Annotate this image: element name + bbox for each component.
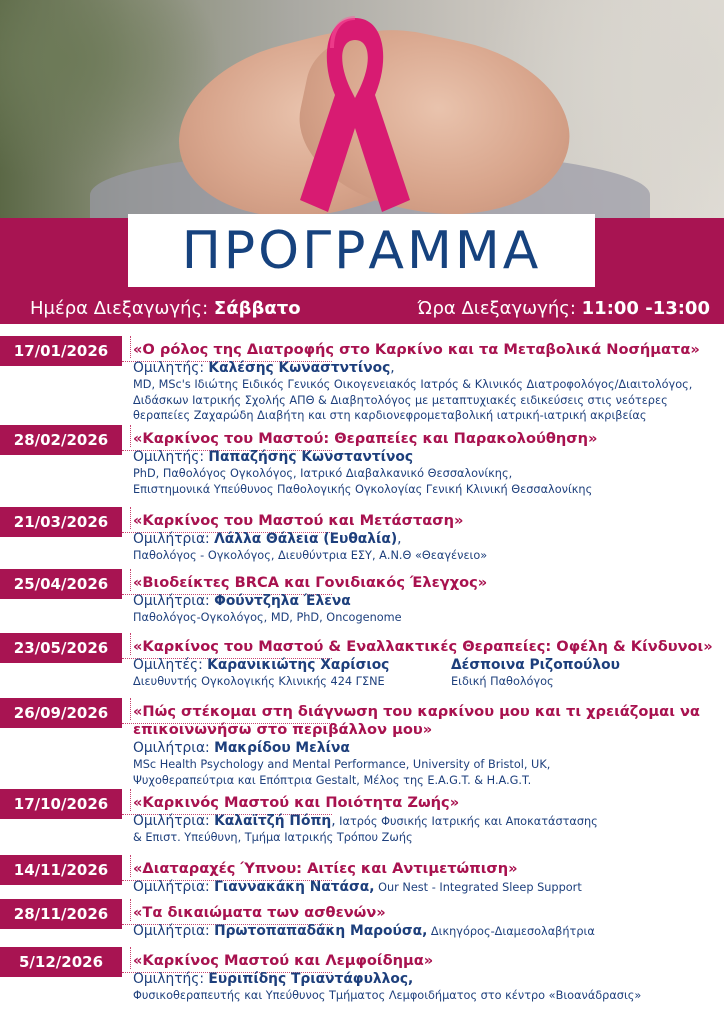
divider xyxy=(130,507,131,529)
talk-title: επικοινωνήσω στο περιβάλλον μου» xyxy=(133,721,433,738)
speaker-label: Ομιλήτρια: xyxy=(133,740,210,756)
time-info xyxy=(418,298,710,319)
speaker-line xyxy=(133,592,718,610)
header-photo xyxy=(0,0,724,218)
affiliation: Παθολόγος-Ογκολόγος, MD, PhD, Oncogenome xyxy=(133,611,402,624)
date-badge: 5/12/2026 xyxy=(0,947,122,977)
speaker-label: Ομιλητές: xyxy=(133,657,203,673)
date-badge: 25/04/2026 xyxy=(0,569,122,599)
entry-content xyxy=(133,794,718,846)
date-badge: 17/10/2026 xyxy=(0,789,122,819)
divider xyxy=(130,425,131,447)
speaker-label: Ομιλητής: xyxy=(133,971,205,987)
affiliation: Φυσικοθεραπευτής και Υπεύθυνος Τμήματος Λεμφοιδήματος στο κέντρο «Βιοανάδρασις» xyxy=(133,989,642,1002)
speaker-name: Φούντζηλα Έλενα xyxy=(214,593,351,609)
speaker-name: Δέσποινα Ριζοπούλου xyxy=(451,657,620,673)
affiliation: θεραπείες Ζαχαρώδη Διαβήτη και στη καρδιονεφρομεταβολική ιατρική-ιατρική ακριβείας xyxy=(133,409,647,422)
speaker-line: Ομιλήτρια: Γιαννακάκη Νατάσα, Our Nest - Integrated Sleep Support xyxy=(133,879,582,895)
speaker-a xyxy=(133,656,451,690)
speaker-label: Ομιλήτρια: xyxy=(133,531,210,547)
affiliation: Ειδική Παθολόγος xyxy=(451,675,554,688)
date-badge: 26/09/2026 xyxy=(0,698,122,728)
speaker-label: Ομιλήτρια: xyxy=(133,593,210,609)
divider xyxy=(130,855,131,877)
speaker-name: Καλαϊτζή Πόπη xyxy=(214,813,332,829)
affiliation: Διευθυντής Ογκολογικής Κλινικής 424 ΓΣΝΕ xyxy=(133,675,385,688)
entry-content xyxy=(133,512,718,564)
page-title: ΠΡΟΓΡΑΜΜΑ xyxy=(181,220,542,281)
entry-content xyxy=(133,860,718,896)
date-badge: 21/03/2026 xyxy=(0,507,122,537)
entry-content xyxy=(133,904,718,940)
talk-title: «Ο ρόλος της Διατροφής στο Καρκίνο και τα Μεταβολικά Νοσήματα» xyxy=(133,341,700,358)
time-value: 11:00 -13:00 xyxy=(581,298,710,319)
date-badge: 23/05/2026 xyxy=(0,633,122,663)
day-info xyxy=(30,298,301,319)
entry-content xyxy=(133,430,718,497)
speaker-name: Καλέσης Κωναστντίνος xyxy=(208,360,391,376)
speaker-label: Ομιλήτρια: xyxy=(133,923,210,939)
divider xyxy=(130,789,131,811)
speaker-name: Καρανικιώτης Χαρίσιος xyxy=(207,657,390,673)
speaker-label: Ομιλητής: xyxy=(133,360,205,376)
speaker-name: Λάλλα Θάλεια (Ευθαλία) xyxy=(214,531,398,547)
speaker-line xyxy=(451,656,620,674)
talk-title: «Τα δικαιώματα των ασθενών» xyxy=(133,904,386,921)
speaker-line: Ομιλητής: Ευριπίδης Τριαντάφυλλος, xyxy=(133,971,414,987)
entry-content xyxy=(133,341,718,424)
affiliation: Επιστημονικά Υπεύθυνος Παθολογικής Ογκολογίας Γενική Κλινική Θεσσαλονίκης xyxy=(133,482,593,496)
date-badge: 28/02/2026 xyxy=(0,425,122,455)
speaker-line: Ομιλήτρια: Πρωτοπαπαδάκη Μαρούσα, Δικηγόρος-Διαμεσολαβήτρια xyxy=(133,923,595,939)
affiliation: Our Nest - Integrated Sleep Support xyxy=(374,881,582,894)
day-label: Ημέρα Διεξαγωγής: xyxy=(30,298,209,319)
day-value: Σάββατο xyxy=(213,298,301,319)
pink-ribbon-icon xyxy=(280,0,430,215)
affiliation: Ψυχοθεραπεύτρια και Επόπτρια Gestalt, Μέλος της E.A.G.T. & H.A.G.T. xyxy=(133,773,532,787)
entry-content xyxy=(133,703,718,788)
speaker-line: Ομιλήτρια: Λάλλα Θάλεια (Ευθαλία), xyxy=(133,531,402,547)
title-box xyxy=(128,214,595,287)
speaker-label: Ομιλήτρια: xyxy=(133,879,210,895)
affiliation: MD, MSc's Ιδιώτης Ειδικός Γενικός Οικογενειακός Ιατρός & Κλινικός Διατροφολόγος/Διαιτολόγος, xyxy=(133,378,693,391)
affiliation: Δικηγόρος-Διαμεσολαβήτρια xyxy=(427,925,595,938)
speaker-name: Πρωτοπαπαδάκη Μαρούσα xyxy=(214,923,423,939)
speaker-b xyxy=(451,656,620,690)
affiliation: Διδάσκων Ιατρικής Σχολής ΑΠΘ & Διαβητολόγος με μεταπτυχιακές ειδικεύσεις στις νεότερες xyxy=(133,393,668,407)
affiliation: Παθολόγος - Ογκολόγος, Διευθύντρια ΕΣΥ, Α.Ν.Θ «Θεαγένειο» xyxy=(133,549,488,562)
divider xyxy=(130,633,131,655)
entry-content xyxy=(133,952,718,1004)
affiliation: MSc Health Psychology and Mental Performance, University of Bristol, UK, xyxy=(133,758,551,771)
date-badge: 17/01/2026 xyxy=(0,336,122,366)
speaker-name: Μακρίδου Μελίνα xyxy=(214,740,350,756)
speaker-label: Ομιλητής: xyxy=(133,449,205,465)
divider xyxy=(130,899,131,921)
divider xyxy=(130,947,131,969)
entry-content xyxy=(133,638,718,690)
speaker-name: Παπαζήσης Κωνσταντίνος xyxy=(208,449,414,465)
affiliation: & Επιστ. Υπεύθυνη, Τμήμα Ιατρικής Τρόπου Ζωής xyxy=(133,831,413,844)
speaker-line xyxy=(133,656,451,674)
talk-title: «Καρκίνος του Μαστού και Μετάσταση» xyxy=(133,512,464,529)
date-badge: 28/11/2026 xyxy=(0,899,122,929)
speaker-name: Ευριπίδης Τριαντάφυλλος xyxy=(208,971,409,987)
divider xyxy=(130,698,131,720)
talk-title: «Βιοδείκτες BRCA και Γονιδιακός Έλεγχος» xyxy=(133,574,488,591)
talk-title: «Καρκίνος Μαστού και Λεμφοίδημα» xyxy=(133,952,434,969)
talk-title: «Καρκίνος του Μαστού: Θεραπείες και Παρακολούθηση» xyxy=(133,430,598,447)
speaker-line: Ομιλήτρια: Καλαϊτζή Πόπη, Ιατρός Φυσικής Ιατρικής και Αποκατάστασης xyxy=(133,813,598,829)
entry-content xyxy=(133,574,718,626)
speaker-line: Ομιλητής: Καλέσης Κωναστντίνος, xyxy=(133,360,395,376)
divider xyxy=(130,336,131,358)
speaker-label: Ομιλήτρια: xyxy=(133,813,210,829)
time-label: Ώρα Διεξαγωγής: xyxy=(417,298,576,319)
talk-title: «Διαταραχές Ύπνου: Αιτίες και Αντιμετώπιση» xyxy=(133,860,518,877)
speaker-line xyxy=(133,448,718,466)
affiliation: Ιατρός Φυσικής Ιατρικής και Αποκατάστασης xyxy=(335,815,598,828)
speaker-name: Γιαννακάκη Νατάσα xyxy=(214,879,370,895)
speakers-row xyxy=(133,656,718,690)
talk-title: «Καρκίνος του Μαστού & Εναλλακτικές Θεραπείες: Οφέλη & Κίνδυνοι» xyxy=(133,638,713,655)
talk-title: «Πώς στέκομαι στη διάγνωση του καρκίνου μου και τι χρειάζομαι να xyxy=(133,703,700,720)
talk-title: «Καρκινός Μαστού και Ποιότητα Ζωής» xyxy=(133,794,460,811)
divider xyxy=(130,569,131,591)
affiliation: PhD, Παθολόγος Ογκολόγος, Ιατρικό Διαβαλκανικό Θεσσαλονίκης, xyxy=(133,467,513,480)
speaker-line xyxy=(133,739,718,757)
date-badge: 14/11/2026 xyxy=(0,855,122,885)
